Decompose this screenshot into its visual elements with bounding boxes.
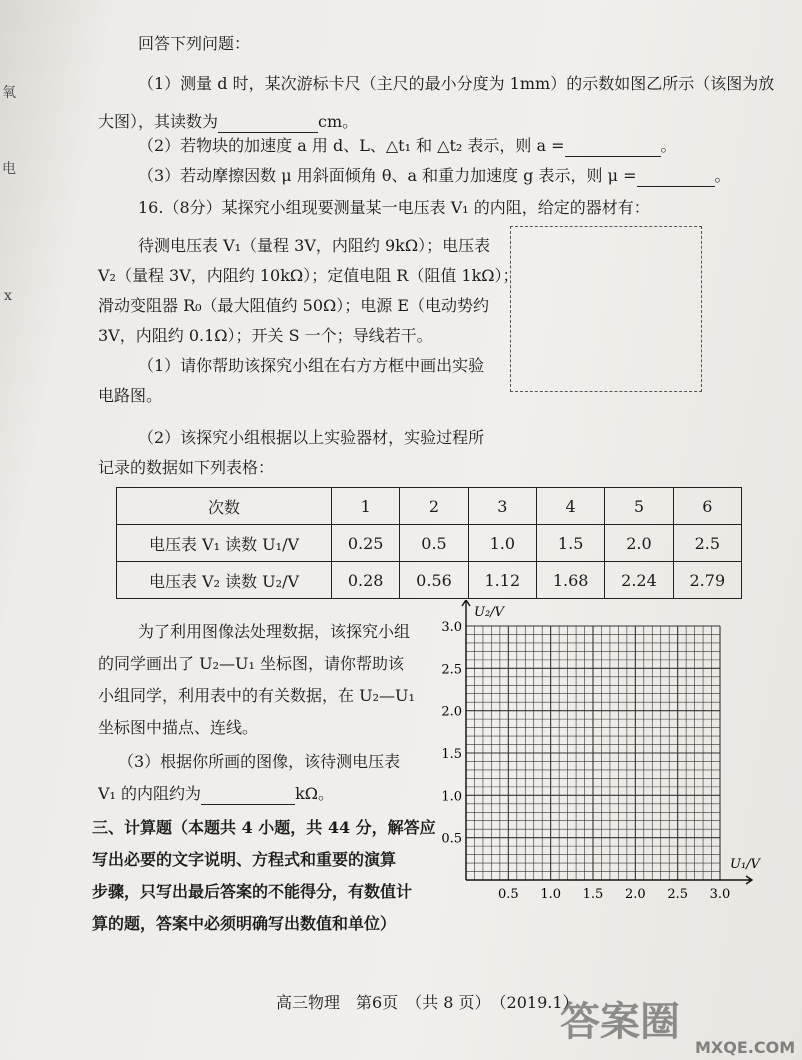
- text-line: [138, 166, 731, 187]
- y-tick-label: 0.5: [441, 831, 462, 847]
- table-cell: 2.79: [673, 562, 741, 599]
- answer-blank[interactable]: [201, 784, 295, 805]
- table-row: [117, 525, 742, 562]
- text-line: 记录的数据如下列表格：: [98, 458, 275, 477]
- table-cell: 5: [605, 488, 673, 525]
- text-line: 滑动变阻器 R₀（最大阻值约 50Ω）；电源 E（电动势约: [98, 296, 490, 315]
- text-line: （1）测量 d 时，某次游标卡尺（主尺的最小分度为 1mm）的示数如图乙所示（该图为放: [138, 74, 775, 93]
- text-line: （2）该探究小组根据以上实验器材，实验过程所: [138, 428, 485, 447]
- answer-blank[interactable]: [218, 112, 318, 133]
- table-cell: 电压表 V₂ 读数 U₂/V: [117, 562, 332, 599]
- text-line: 的同学画出了 U₂—U₁ 坐标图，请你帮助该: [98, 654, 404, 673]
- table-cell: 1: [332, 488, 400, 525]
- table-cell: 0.28: [332, 562, 400, 599]
- data-table: [116, 487, 742, 599]
- x-tick-label: 3.0: [709, 887, 731, 902]
- text-line: 回答下列问题：: [138, 34, 251, 53]
- watermark-site: MXQE.COM: [695, 1038, 796, 1057]
- table-cell: 4: [536, 488, 604, 525]
- text-line: 3V，内阻约 0.1Ω）；开关 S 一个；导线若干。: [98, 326, 433, 345]
- table-cell: 0.5: [400, 525, 468, 562]
- x-tick-label: 1.0: [540, 887, 562, 902]
- text-line: （3）根据你所画的图像，该待测电压表: [118, 752, 401, 771]
- x-tick-label: 2.0: [624, 887, 646, 902]
- text-line: 待测电压表 V₁（量程 3V，内阻约 9kΩ）；电压表: [138, 236, 491, 255]
- text-fragment: cm。: [318, 112, 359, 131]
- text-line: 小组同学，利用表中的有关数据，在 U₂—U₁: [98, 686, 415, 705]
- x-tick-label: 2.5: [667, 887, 689, 902]
- u2-u1-graph[interactable]: [440, 600, 770, 910]
- y-tick-label: 3.0: [441, 620, 462, 635]
- watermark-logo: [560, 990, 680, 1047]
- table-header-row: [117, 488, 742, 525]
- table-cell: 1.12: [468, 562, 536, 599]
- table-cell: 2.0: [605, 525, 673, 562]
- x-tick-label: 1.5: [582, 887, 604, 902]
- text-line: [98, 784, 334, 805]
- table-cell: 3: [468, 488, 536, 525]
- table-cell: 0.25: [332, 525, 400, 562]
- table-cell: 1.5: [536, 525, 604, 562]
- table-cell: 1.0: [468, 525, 536, 562]
- table-cell: 0.56: [400, 562, 468, 599]
- y-tick-label: 1.0: [441, 789, 462, 805]
- x-tick-label: 0.5: [497, 887, 519, 902]
- graph-axes: [462, 600, 752, 884]
- table-cell: 2.24: [605, 562, 673, 599]
- section-title: 三、计算题（本题共 4 小题，共 44 分，解答应: [92, 818, 436, 837]
- watermark-text: 答案圈: [560, 999, 680, 1045]
- page-footer: 高三物理 第6页 （共 8 页） （2019.1）: [276, 993, 579, 1012]
- answer-blank[interactable]: [565, 136, 661, 157]
- y-tick-label: 2.0: [441, 704, 462, 720]
- table-row: [117, 562, 742, 599]
- question-16-title: 16.（8分）某探究小组现要测量某一电压表 V₁ 的内阻，给定的器材有：: [138, 198, 650, 217]
- text-line: V₂（量程 3V，内阻约 10kΩ）；定值电阻 R（阻值 1kΩ）；: [98, 266, 519, 285]
- table-cell: 6: [673, 488, 741, 525]
- graph-grid: [466, 626, 720, 880]
- y-axis-label: U₂/V: [474, 605, 504, 620]
- margin-mark: 氧: [2, 85, 16, 101]
- circuit-drawing-box[interactable]: [510, 226, 702, 392]
- x-axis: [466, 876, 752, 884]
- text-fragment: （3）若动摩擦因数 μ 用斜面倾角 θ、a 和重力加速度 g 表示，则 μ =: [138, 166, 637, 185]
- y-tick-label: 2.5: [441, 662, 462, 678]
- table-cell: 次数: [117, 488, 332, 525]
- text-line: [98, 112, 358, 133]
- text-fragment: V₁ 的内阻约为: [98, 784, 202, 803]
- text-line: [138, 136, 677, 157]
- table-cell: 2: [400, 488, 468, 525]
- text-fragment: （2）若物块的加速度 a 用 d、L、△t₁ 和 △t₂ 表示，则 a =: [138, 136, 565, 155]
- table-cell: 2.5: [673, 525, 741, 562]
- text-line: 坐标图中描点、连线。: [98, 718, 259, 737]
- table-cell: 1.68: [536, 562, 604, 599]
- text-fragment: 。: [714, 166, 731, 185]
- text-line: 为了利用图像法处理数据，该探究小组: [138, 622, 411, 641]
- text-fragment: kΩ。: [295, 784, 335, 803]
- answer-blank[interactable]: [637, 166, 715, 187]
- text-fragment: 大图），其读数为: [98, 112, 219, 131]
- text-line: （1）请你帮助该探究小组在右方方框中画出实验: [138, 356, 485, 375]
- text-line: 算的题，答案中必须明确写出数值和单位）: [92, 914, 397, 933]
- text-line: 步骤，只写出最后答案的不能得分，有数值计: [92, 882, 413, 901]
- text-fragment: 。: [660, 136, 677, 155]
- y-tick-label: 1.5: [441, 747, 462, 762]
- text-line: 写出必要的文字说明、方程式和重要的演算: [92, 850, 397, 869]
- text-line: 电路图。: [98, 386, 163, 405]
- margin-mark: x: [4, 288, 12, 304]
- x-axis-label: U₁/V: [730, 857, 760, 872]
- table-cell: 电压表 V₁ 读数 U₁/V: [117, 525, 332, 562]
- margin-mark: 电: [2, 161, 16, 177]
